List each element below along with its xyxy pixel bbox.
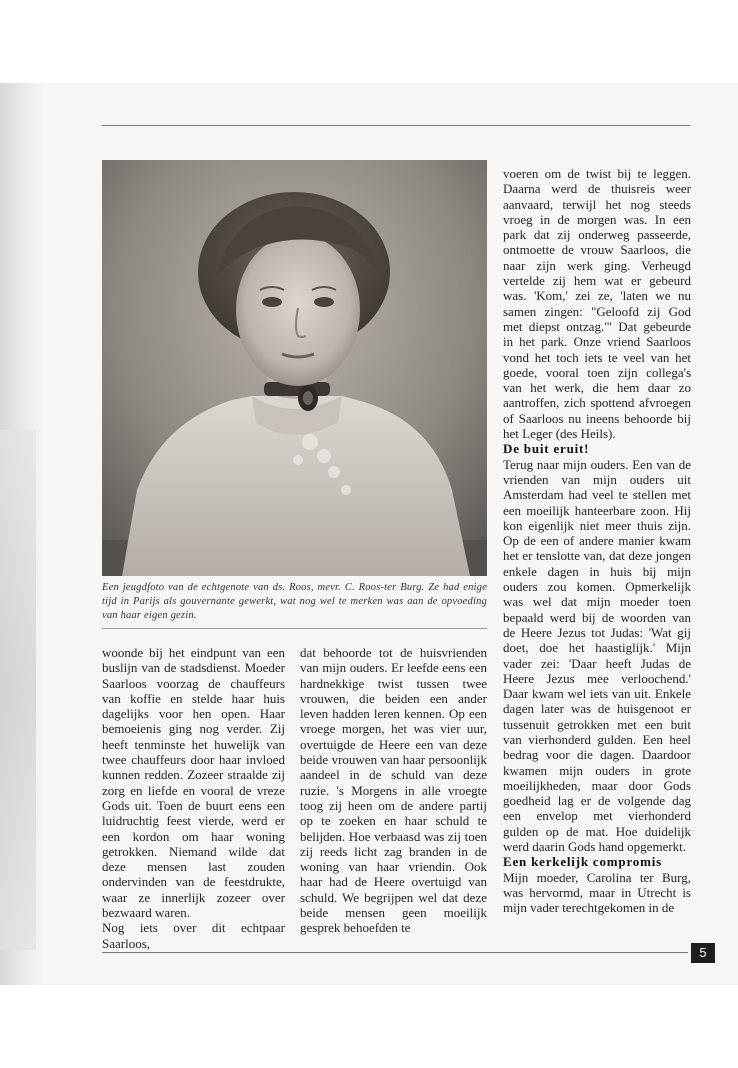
section-heading: Een kerkelijk compromis — [503, 854, 662, 870]
paragraph: voeren om de twist bij te leggen. Daarna werd de thuisreis weer aanvaard, terwijl het nog steeds vroeg in de morgen was. In een park dat zij onderweg passeerde, ontmoette de vrouw Saarloos, die naar zijn werk ging. Verheugd vertelde zij hem wat er gebeurd was. 'Kom,' zei ze, 'laten we nu samen zingen: "Geloofd zij God met diepst ontzag."' Dat gebeurde in het park. Onze vriend Saarloos vond het toch iets te veel van het goede, vooral toen zijn collega's van het werk, die hem daar zo aantroffen, zich spottend afvroegen of Saarloos nu ineens behoorde bij het Leger (des Heils). — [503, 166, 691, 442]
header-rule — [102, 125, 690, 126]
footer-rule — [102, 952, 688, 953]
text-column-1 — [102, 645, 285, 951]
portrait-illustration — [102, 160, 487, 576]
paragraph: woonde bij het eindpunt van een buslijn van de stadsdienst. Moeder Saarloos voorzag de chauffeurs van koffie en stelde haar huis dagelijks voor hen open. Haar bemoeienis ging nog verder. Zij heeft tenminste het huwelijk van twee chauffeurs door haar invloed kunnen redden. Zozeer straalde zij zorg en liefde en vooral de vreze Gods uit. Toen de buurt eens een luidruchtig feest vierde, werd er een kordon om haar woning getrokken. Niemand wilde dat deze mensen last zouden ondervinden van de feestdrukte, waar ze innerlijk zozeer over bezwaard waren. — [102, 645, 285, 921]
text-column-2 — [300, 645, 487, 936]
paragraph: Nog iets over dit echtpaar Saarloos, — [102, 920, 285, 951]
paragraph: dat behoorde tot de huisvrienden van mijn ouders. Er leefde eens een hardnekkige twist tussen twee vrouwen, die beiden een ander leven hadden leren kennen. Op een vroege morgen, het was vier uur, overtuigde de Heere een van deze beide vrouwen van haar persoonlijk aandeel in de schuld van deze ruzie. 's Morgens in alle vroegte toog zij heen om de andere partij op te zoeken en haar schuld te belijden. Hoe verbaasd was zij toen zij reeds licht zag branden in de woning van haar vriendin. Ook haar had de Heere overtuigd van schuld. We begrijpen wel dat deze beide mensen geen moeilijk gesprek behoefden te — [300, 645, 487, 936]
photo-caption: Een jeugdfoto van de echtgenote van ds. Roos, mevr. C. Roos-ter Burg. Ze had enige tijd in Parijs als gouvernante gewerkt, wat nog wel te merken was aan de opvoeding van haar eigen gezin. — [102, 582, 487, 621]
portrait-photo — [102, 160, 487, 576]
paragraph: Terug naar mijn ouders. Een van de vrienden van mijn ouders uit Amsterdam had veel te stellen met een moeilijk hanteerbare zoon. Hij kon eigenlijk niet meer thuis zijn. Op de een of andere manier kwam het er tenslotte van, dat deze jongen enkele dagen in huis bij mijn ouders zou komen. Opmerkelijk was wel dat mijn moeder toen bepaald werd bij de woorden van de Heere Jezus tot Judas: 'Wat gij doet, doe het haastiglijk.' Mijn vader zei: 'Daar heeft Judas de Heere Jezus mee verloochend.' Daar kwam wel iets van uit. Enkele dagen later was de huisgenoot er tussenuit getrokken met een buit van vierhonderd gulden. Een heel bedrag voor die dagen. Daardoor kwamen mijn ouders in grote moeilijkheden, maar door Gods goedheid lag er de volgende dag een envelop met vierhonderd gulden op de mat. Hoe duidelijk werd daarin Gods hand opgemerkt. — [503, 456, 691, 855]
caption-divider — [102, 628, 487, 629]
paragraph: Mijn moeder, Carolina ter Burg, was hervormd, maar in Utrecht is mijn vader terechtgekomen in de — [503, 869, 691, 916]
text-column-3 — [503, 166, 691, 916]
section-heading: De buit eruit! — [503, 441, 590, 457]
page-number: 5 — [691, 943, 715, 963]
facing-page-ghost — [0, 430, 36, 950]
